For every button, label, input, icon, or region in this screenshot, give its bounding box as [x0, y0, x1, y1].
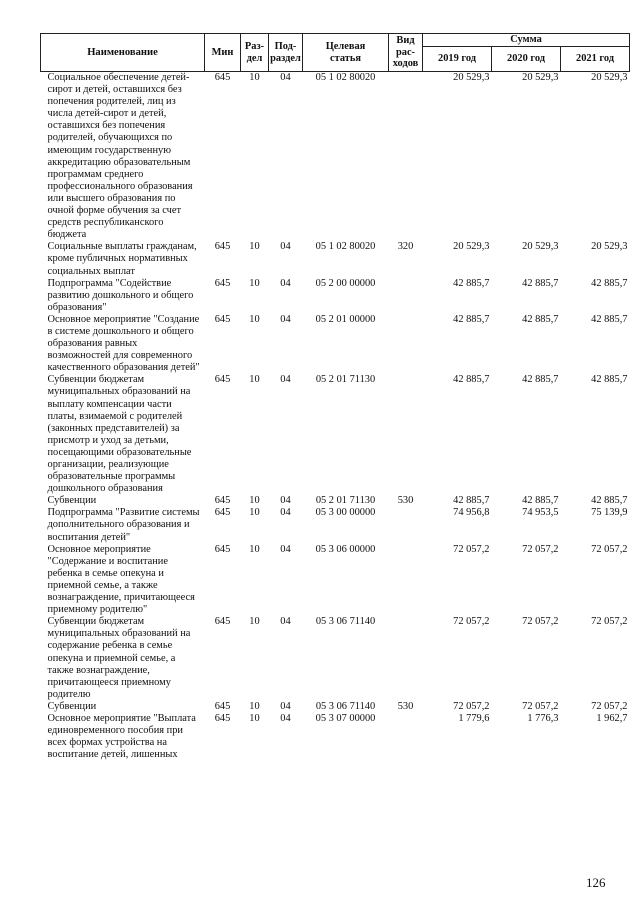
cell-y2021: 42 885,7 — [591, 313, 628, 325]
cell-min: 645 — [214, 374, 231, 386]
table-row — [41, 495, 630, 507]
cell-celevaya: 05 3 00 00000 — [315, 507, 376, 519]
cell-razdel: 10 — [249, 616, 260, 628]
cell-razdel: 10 — [249, 495, 260, 507]
cell-razdel: 10 — [249, 543, 260, 555]
table-row — [41, 314, 630, 374]
cell-y2021: 42 885,7 — [591, 495, 628, 507]
cell-podrazdel: 04 — [280, 700, 291, 712]
cell-y2021: 72 057,2 — [591, 543, 628, 555]
cell-celevaya: 05 3 06 00000 — [315, 543, 376, 555]
table-row — [41, 701, 630, 713]
cell-y2020: 20 529,3 — [522, 72, 559, 83]
cell-razdel: 10 — [249, 241, 260, 253]
cell-vid — [389, 72, 423, 242]
cell-min: 645 — [214, 313, 231, 325]
cell-podrazdel: 04 — [280, 495, 291, 507]
cell-podrazdel: 04 — [280, 72, 291, 83]
cell-vid — [389, 713, 423, 761]
cell-razdel: 10 — [249, 507, 260, 519]
col-2019-header: 2019 год — [423, 47, 492, 72]
cell-y2020: 72 057,2 — [522, 616, 559, 628]
cell-min: 645 — [214, 700, 231, 712]
col-razdel-header: Раз- дел — [241, 34, 269, 72]
cell-min: 645 — [214, 616, 231, 628]
cell-y2021: 1 962,7 — [596, 712, 628, 724]
cell-name: Подпрограмма "Содействие развитию дошкольного и общего образования" — [47, 277, 194, 313]
cell-y2019: 42 885,7 — [453, 374, 490, 386]
cell-razdel: 10 — [249, 700, 260, 712]
cell-vid — [389, 278, 423, 314]
table-row — [41, 713, 630, 761]
cell-y2021: 20 529,3 — [591, 241, 628, 253]
table-row — [41, 507, 630, 543]
cell-vid: 320 — [397, 241, 414, 253]
cell-vid: 530 — [397, 700, 414, 712]
cell-min: 645 — [214, 72, 231, 83]
cell-name: Основное мероприятие "Выплата единовременного пособия при всех формах устройства на воспитание детей, лишенных — [47, 712, 196, 761]
cell-vid — [389, 314, 423, 374]
cell-y2020: 42 885,7 — [522, 277, 559, 289]
table-row — [41, 374, 630, 495]
cell-y2021: 42 885,7 — [591, 277, 628, 289]
cell-celevaya: 05 2 00 00000 — [315, 277, 376, 289]
cell-podrazdel: 04 — [280, 712, 291, 724]
page-number: 126 — [586, 875, 606, 890]
cell-celevaya: 05 3 06 71140 — [315, 616, 376, 628]
cell-celevaya: 05 1 02 80020 — [315, 241, 376, 253]
cell-y2019: 1 779,6 — [458, 712, 490, 724]
table-row — [41, 241, 630, 277]
table-row — [41, 72, 630, 242]
cell-celevaya: 05 3 07 00000 — [315, 712, 376, 724]
cell-y2021: 42 885,7 — [591, 374, 628, 386]
col-celevaya-header: Целевая статья — [303, 34, 389, 72]
cell-razdel: 10 — [249, 374, 260, 386]
cell-name: Подпрограмма "Развитие системы дополнительного образования и воспитания детей" — [47, 507, 200, 543]
cell-min: 645 — [214, 277, 231, 289]
cell-vid — [389, 544, 423, 617]
cell-min: 645 — [214, 495, 231, 507]
cell-y2020: 42 885,7 — [522, 313, 559, 325]
cell-celevaya: 05 2 01 00000 — [315, 313, 376, 325]
col-2020-header: 2020 год — [492, 47, 561, 72]
cell-razdel: 10 — [249, 72, 260, 83]
cell-name: Субвенции бюджетам муниципальных образований на содержание ребенка в семье опекуна и приемной семье, а также вознаграждение, причитающееся приемному родителю — [47, 616, 191, 700]
cell-podrazdel: 04 — [280, 241, 291, 253]
cell-min: 645 — [214, 712, 231, 724]
col-podrazdel-header: Под- раздел — [269, 34, 303, 72]
cell-y2021: 72 057,2 — [591, 700, 628, 712]
cell-y2020: 72 057,2 — [522, 700, 559, 712]
cell-name: Субвенции — [47, 700, 97, 712]
cell-y2019: 42 885,7 — [453, 313, 490, 325]
cell-min: 645 — [214, 241, 231, 253]
cell-celevaya: 05 2 01 71130 — [315, 374, 376, 386]
col-name-header: Наименование — [41, 34, 205, 72]
cell-y2019: 20 529,3 — [453, 241, 490, 253]
cell-celevaya: 05 1 02 80020 — [315, 72, 376, 83]
cell-y2019: 72 057,2 — [453, 543, 490, 555]
cell-name: Субвенции — [47, 495, 97, 507]
cell-y2019: 72 057,2 — [453, 700, 490, 712]
cell-vid — [389, 374, 423, 495]
cell-celevaya: 05 3 06 71140 — [315, 700, 376, 712]
cell-vid — [389, 507, 423, 543]
cell-podrazdel: 04 — [280, 313, 291, 325]
cell-y2019: 42 885,7 — [453, 277, 490, 289]
cell-y2019: 74 956,8 — [453, 507, 490, 519]
cell-razdel: 10 — [249, 277, 260, 289]
cell-name: Социальные выплаты гражданам, кроме публичных нормативных социальных выплат — [47, 241, 197, 277]
cell-y2020: 42 885,7 — [522, 374, 559, 386]
cell-celevaya: 05 2 01 71130 — [315, 495, 376, 507]
cell-y2021: 72 057,2 — [591, 616, 628, 628]
cell-podrazdel: 04 — [280, 277, 291, 289]
col-summa-header: Сумма — [423, 34, 630, 47]
table-row — [41, 544, 630, 617]
cell-y2019: 20 529,3 — [453, 72, 490, 83]
table-body — [41, 72, 630, 762]
table-row — [41, 278, 630, 314]
cell-y2021: 75 139,9 — [591, 507, 628, 519]
cell-podrazdel: 04 — [280, 507, 291, 519]
cell-vid: 530 — [397, 495, 414, 507]
cell-y2021: 20 529,3 — [591, 72, 628, 83]
cell-y2020: 74 953,5 — [522, 507, 559, 519]
cell-podrazdel: 04 — [280, 616, 291, 628]
col-2021-header: 2021 год — [561, 47, 630, 72]
cell-y2020: 20 529,3 — [522, 241, 559, 253]
cell-y2020: 42 885,7 — [522, 495, 559, 507]
cell-name: Основное мероприятие "Содержание и воспитание ребенка в семье опекуна и приемной семье, а также вознаграждение, причитающееся приемному родителю" — [47, 543, 195, 616]
col-min-header: Мин — [205, 34, 241, 72]
budget-table — [40, 33, 630, 761]
cell-name: Основное мероприятие "Создание в системе дошкольного и общего образования равных возможностей для современного качественного образования детей" — [47, 313, 200, 374]
cell-y2019: 72 057,2 — [453, 616, 490, 628]
cell-razdel: 10 — [249, 313, 260, 325]
cell-y2020: 1 776,3 — [527, 712, 559, 724]
table-header — [41, 34, 630, 72]
cell-podrazdel: 04 — [280, 543, 291, 555]
table-row — [41, 616, 630, 701]
col-vid-header: Вид рас- ходов — [389, 34, 423, 72]
cell-y2019: 42 885,7 — [453, 495, 490, 507]
cell-razdel: 10 — [249, 712, 260, 724]
cell-podrazdel: 04 — [280, 374, 291, 386]
cell-min: 645 — [214, 543, 231, 555]
cell-y2020: 72 057,2 — [522, 543, 559, 555]
cell-min: 645 — [214, 507, 231, 519]
cell-name: Социальное обеспечение детей-сирот и детей, оставшихся без попечения родителей, лиц из числа детей-сирот и детей, оставшихся без попечения родителей, обучающихся по имеющим государственную аккредитацию образовательным программам среднего профессионального образования или высшего образования по очной форме обучения за счет средств республиканского бюджета — [47, 72, 193, 241]
cell-name: Субвенции бюджетам муниципальных образований на выплату компенсации части платы, взимаемой с родителей (законных представителей) за присмотр и уход за детьми, посещающими образовательные организации, реализующие образовательные программы дошкольного образования — [47, 374, 192, 495]
cell-vid — [389, 616, 423, 701]
